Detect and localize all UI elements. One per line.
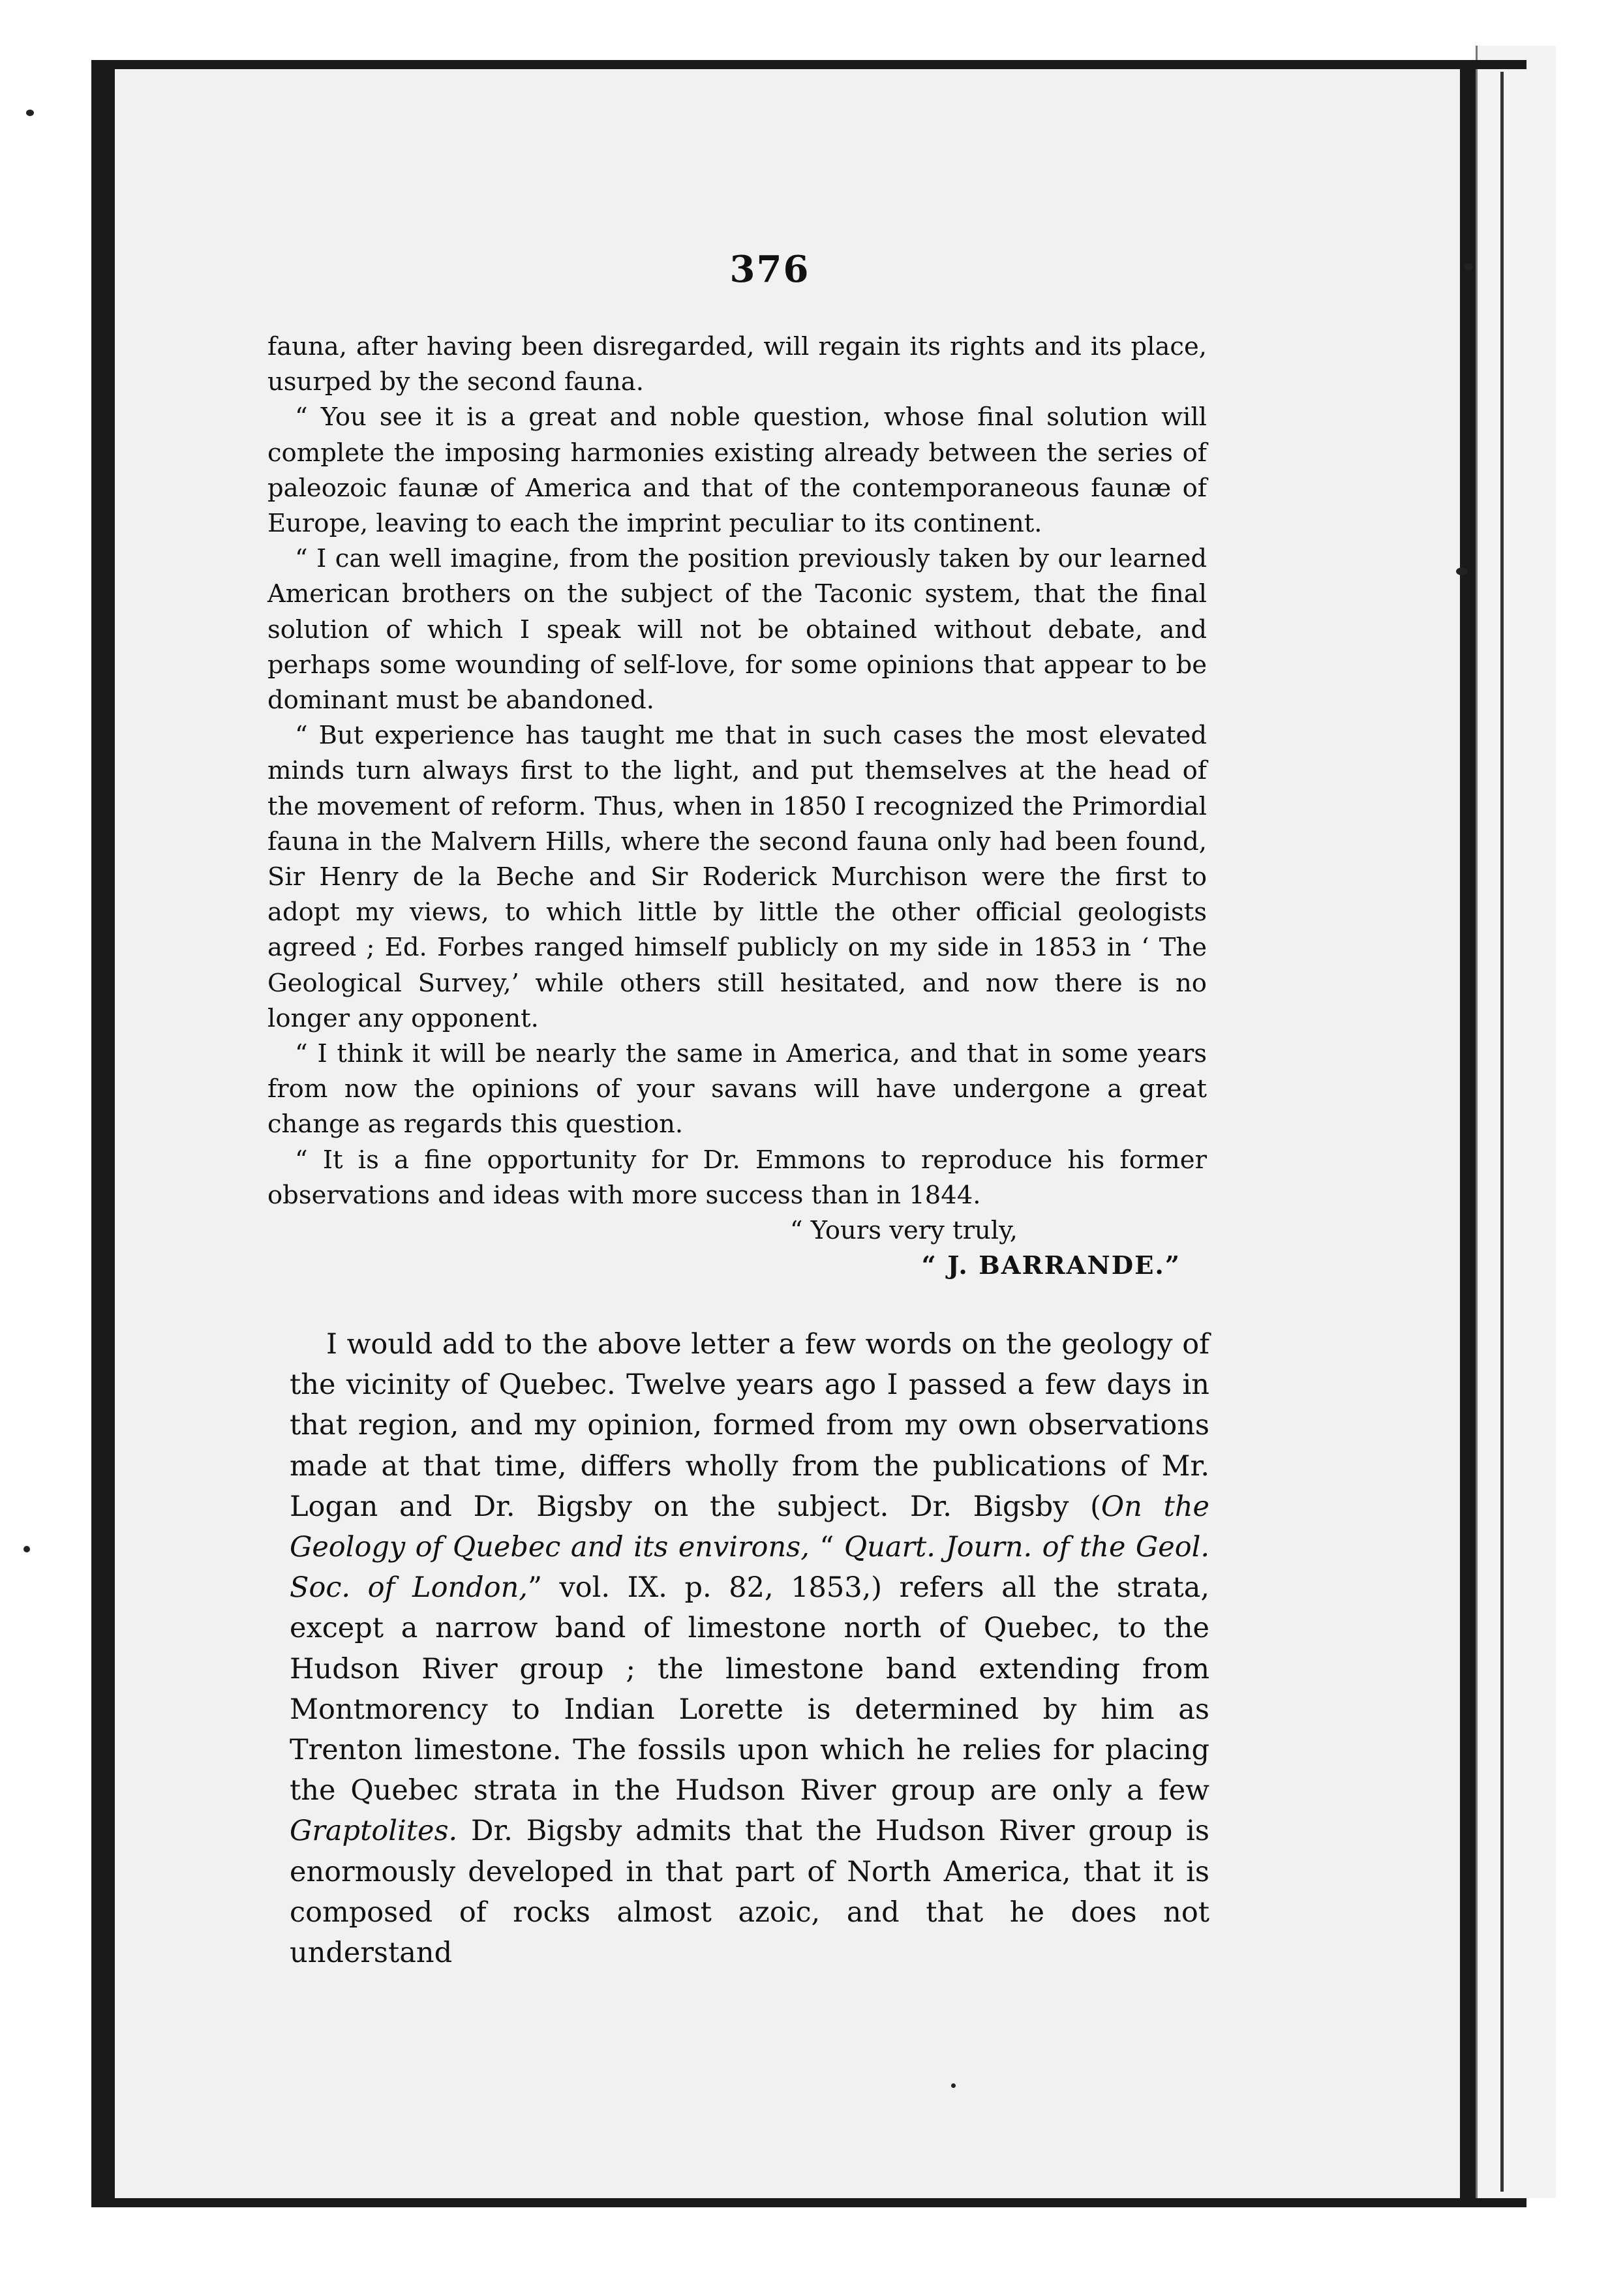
scan-speck — [26, 110, 34, 116]
commentary-paragraph — [290, 1324, 1209, 1973]
page-edge-bottom — [91, 2198, 1526, 2207]
letter-paragraph-2: “ You see it is a great and noble question, whose final solution will complete the imposing harmonies existing already between the series of paleozoic faunæ of America and that of the contemporaneous faunæ of Europe, leaving to each the imprint peculiar to its continent. — [267, 402, 1207, 539]
author-commentary — [290, 1324, 1209, 1973]
letter-paragraph-4: “ But experience has taught me that in such cases the most elevated minds turn always first to the light, and put themselves at the head of the movement of reform. Thus, when in 1850 I recognized the Primordial fauna in the Malvern Hills, where the second fauna only had been found, Sir Henry de la Beche and Sir Roderick Murchison were the first to adopt my views, to which little by little the other official geologists agreed ; Ed. Forbes ranged himself publicly on my side in 1853 in ‘ The Geological Survey,’ while others still hesitated, and now there is no longer any opponent. — [267, 721, 1207, 1033]
scan-speck — [1464, 264, 1473, 270]
commentary-text-1: I would add to the above letter a few words on the geology of the vicinity of Quebec. Twelve years ago I passed a few days in that region, and my opinion, formed from my own observations made at that time, differs wholly from the publications of Mr. Logan and Dr. Bigsby on the subject. Dr. Bigsby ( — [290, 1328, 1209, 1523]
graptolites-term: Graptolites. — [290, 1815, 458, 1848]
letter-paragraph-1: fauna, after having been disregarded, will regain its rights and its place, usurped by the second fauna. — [267, 332, 1207, 397]
commentary-text-2: “ — [809, 1531, 844, 1564]
binding-line — [1500, 72, 1504, 2192]
page-number: 376 — [729, 248, 810, 291]
commentary-text-4: Dr. Bigsby admits that the Hudson River group is enormously developed in that part of North America, that it is composed of rocks almost azoic, and that he does not understand — [290, 1815, 1209, 1970]
commentary-text-3: ” vol. IX. p. 82, 1853,) refers all the strata, except a narrow band of limestone north of Quebec, to the Hudson River group ; the limestone band extending from Montmorency to Indian Lorette is determined by him as Trenton limestone. The fossils upon which he relies for placing the Quebec strata in the Hudson River group are only a few — [290, 1571, 1210, 1807]
letter-paragraph-5: “ I think it will be nearly the same in America, and that in some years from now the opinions of your savans will have undergone a great change as regards this question. — [267, 1039, 1207, 1140]
page-edge-right — [1460, 60, 1476, 2206]
scan-speck — [951, 2083, 956, 2088]
citation-title: On the Geology of Quebec and its environs, — [290, 1490, 1209, 1564]
scan-speck — [1456, 567, 1468, 575]
page-edge-top — [91, 60, 1526, 69]
letter-closing: “ Yours very truly, — [789, 1216, 1018, 1246]
letter-paragraph-3: “ I can well imagine, from the position previously taken by our learned American brothers on the subject of the Taconic system, that the final solution of which I speak will not be obtained without debate, and perhaps some wounding of self-love, for some opinions that appear to be dominant must be abandoned. — [267, 544, 1207, 716]
letter-signature: “ J. BARRANDE.” — [921, 1251, 1181, 1281]
scan-speck — [23, 1546, 30, 1552]
citation-journal: Quart. Journ. of the Geol. Soc. of London, — [290, 1531, 1210, 1605]
adjacent-page-strip — [1476, 46, 1556, 2198]
page-edge-left — [91, 60, 115, 2206]
letter-paragraph-6: “ It is a fine opportunity for Dr. Emmons to reproduce his former observations and ideas with more success than in 1844. — [267, 1145, 1207, 1210]
quoted-letter — [267, 329, 1207, 1284]
